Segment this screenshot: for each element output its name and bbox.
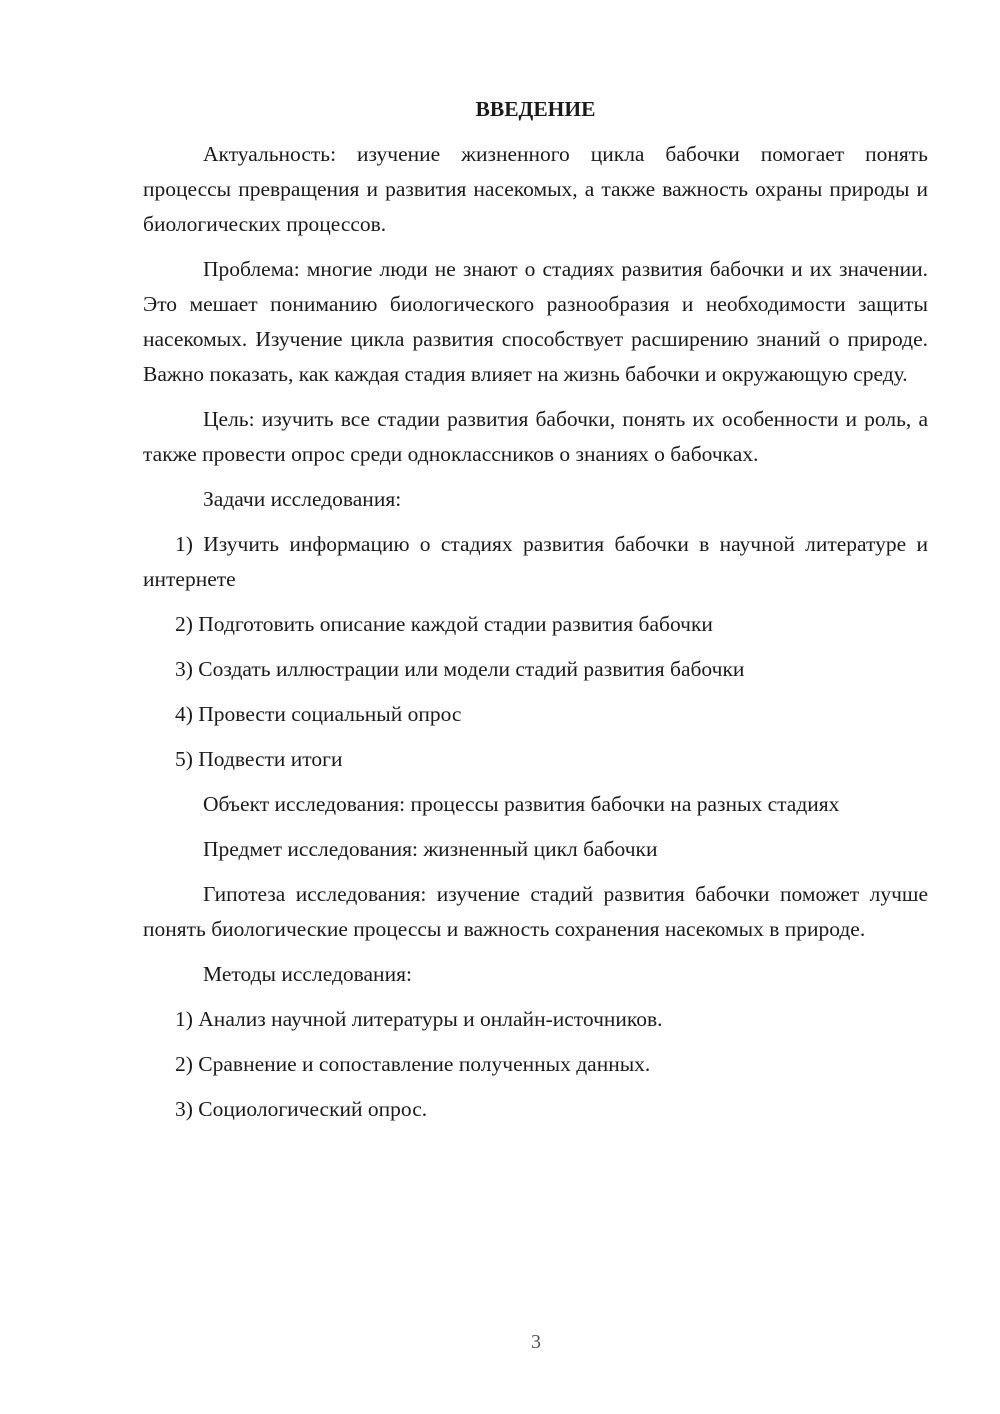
object-paragraph: Объект исследования: процессы развития бабочки на разных стадиях bbox=[203, 792, 840, 816]
task-item-1: 1) Изучить информацию о стадиях развития бабочки в научной литературе и интернете bbox=[143, 532, 928, 591]
document-body bbox=[143, 92, 928, 1137]
task-item-4: 4) Провести социальный опрос bbox=[175, 702, 462, 726]
task-item-3: 3) Создать иллюстрации или модели стадий развития бабочки bbox=[175, 657, 745, 681]
methods-heading: Методы исследования: bbox=[203, 962, 412, 986]
section-title: ВВЕДЕНИЕ bbox=[475, 97, 596, 121]
task-item-5: 5) Подвести итоги bbox=[175, 747, 343, 771]
method-item-1: 1) Анализ научной литературы и онлайн-источников. bbox=[175, 1007, 663, 1031]
problem-paragraph: Проблема: многие люди не знают о стадиях развития бабочки и их значении. Это мешает пониманию биологического разнообразия и необходимости защиты насекомых. Изучение цикла развития способствует расширению знаний о природе. Важно показать, как каждая стадия влияет на жизнь бабочки и окружающую среду. bbox=[143, 257, 928, 386]
page-number: 3 bbox=[531, 1331, 541, 1353]
goal-paragraph: Цель: изучить все стадии развития бабочки, понять их особенности и роль, а также провести опрос среди одноклассников о знаниях о бабочках. bbox=[143, 407, 928, 466]
subject-paragraph: Предмет исследования: жизненный цикл бабочки bbox=[203, 837, 658, 861]
method-item-2: 2) Сравнение и сопоставление полученных данных. bbox=[175, 1052, 651, 1076]
task-item-2: 2) Подготовить описание каждой стадии развития бабочки bbox=[175, 612, 713, 636]
relevance-paragraph: Актуальность: изучение жизненного цикла бабочки помогает понять процессы превращения и развития насекомых, а также важность охраны природы и биологических процессов. bbox=[143, 142, 928, 236]
method-item-3: 3) Социологический опрос. bbox=[175, 1097, 428, 1121]
hypothesis-paragraph: Гипотеза исследования: изучение стадий развития бабочки поможет лучше понять биологические процессы и важность сохранения насекомых в природе. bbox=[143, 882, 928, 941]
tasks-heading: Задачи исследования: bbox=[203, 487, 402, 511]
